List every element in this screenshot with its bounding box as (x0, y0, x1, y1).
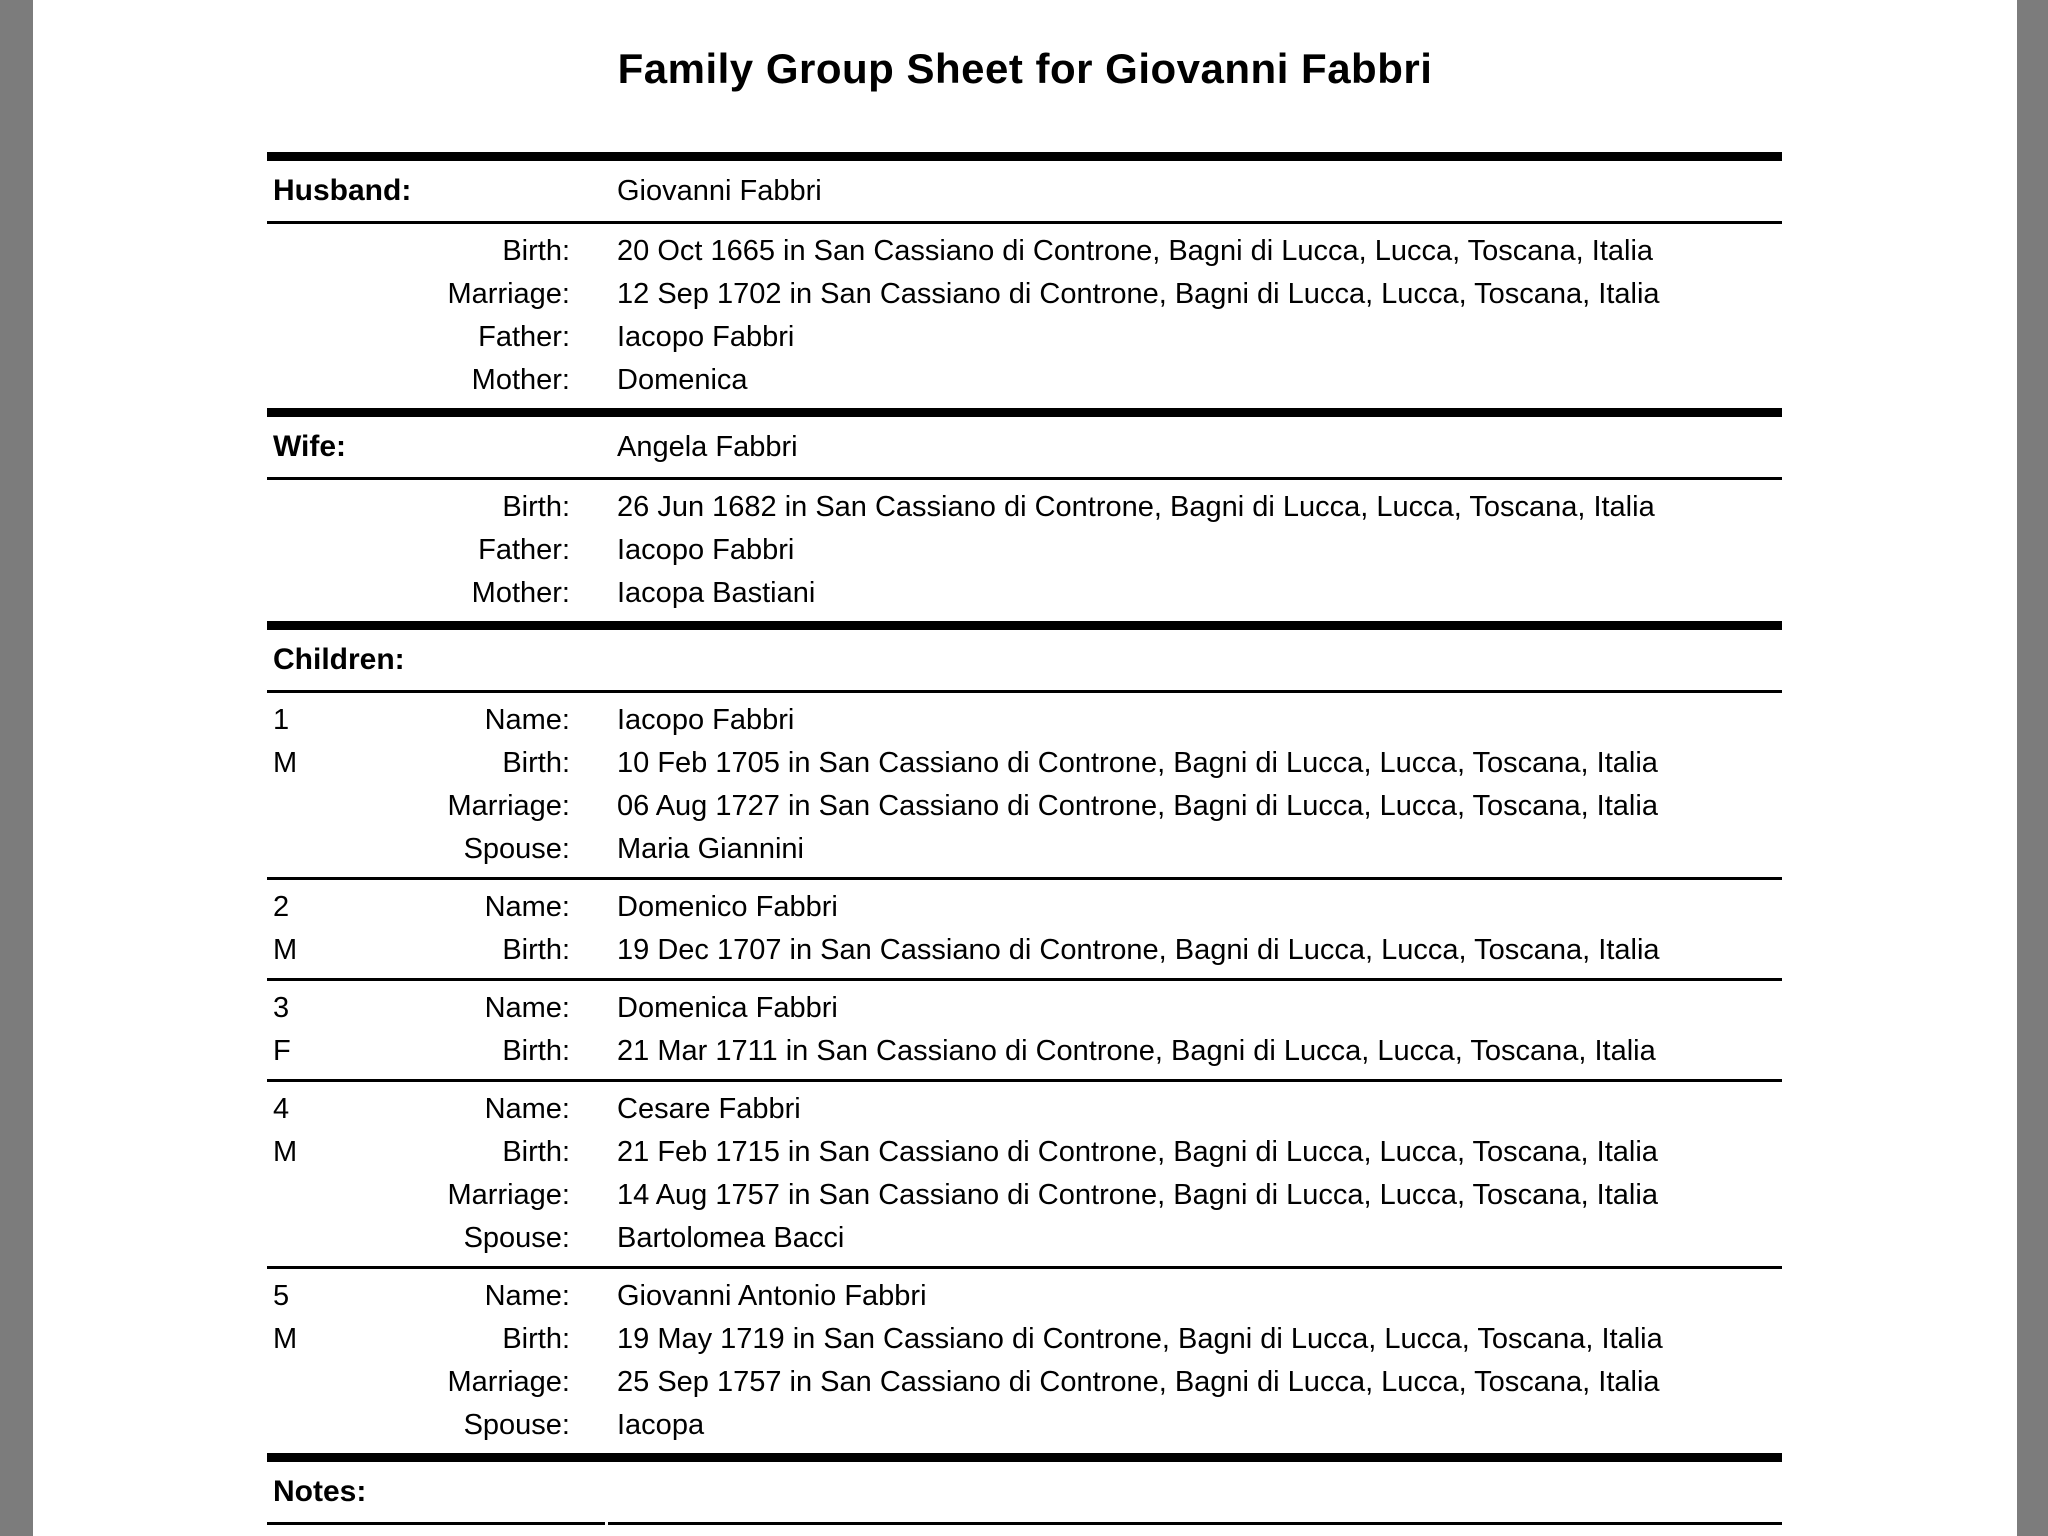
wife-section-label: Wife: (273, 430, 347, 463)
field-label: Marriage: (447, 790, 570, 822)
field-value: 19 May 1719 in San Cassiano di Controne, Bagni di Lucca, Lucca, Toscana, Italia (617, 1323, 1663, 1355)
wife-birth-row (267, 486, 1782, 529)
field-value: Iacopo Fabbri (617, 534, 795, 566)
child-number-column (273, 1088, 297, 1174)
child-number: 5 (273, 1280, 290, 1312)
field-label: Birth: (502, 235, 570, 267)
field-value: Iacopa (617, 1409, 705, 1441)
field-label: Father: (478, 534, 570, 566)
field-value: 25 Sep 1757 in San Cassiano di Controne, Bagni di Lucca, Lucca, Toscana, Italia (617, 1366, 1660, 1398)
wife-father-row (267, 529, 1782, 572)
child-spouse-row (267, 1404, 1782, 1447)
child-sex: M (273, 1136, 298, 1168)
child-entry-3 (267, 981, 1782, 1079)
field-label: Father: (478, 321, 570, 353)
field-label: Marriage: (447, 1366, 570, 1398)
child-number-column (273, 987, 291, 1073)
husband-father-row (267, 316, 1782, 359)
field-value: Iacopo Fabbri (617, 704, 795, 736)
child-name-row (267, 1275, 1782, 1318)
field-label: Mother: (471, 364, 570, 396)
field-value: 10 Feb 1705 in San Cassiano di Controne, Bagni di Lucca, Lucca, Toscana, Italia (617, 747, 1658, 779)
divider-segment (608, 1522, 1782, 1525)
wife-mother-row (267, 572, 1782, 615)
field-label: Marriage: (447, 1179, 570, 1211)
field-value: Domenica (617, 364, 748, 396)
field-label: Birth: (502, 934, 570, 966)
field-value: Bartolomea Bacci (617, 1222, 845, 1254)
child-birth-row (267, 1318, 1782, 1361)
child-number: 2 (273, 891, 290, 923)
child-sex: M (273, 1323, 298, 1355)
husband-name: Giovanni Fabbri (617, 175, 822, 207)
field-value: 26 Jun 1682 in San Cassiano di Controne, Bagni di Lucca, Lucca, Toscana, Italia (617, 491, 1655, 523)
wife-details (267, 480, 1782, 621)
husband-details (267, 224, 1782, 408)
field-label: Birth: (502, 1323, 570, 1355)
page-title: Family Group Sheet for Giovanni Fabbri (617, 45, 1433, 92)
husband-section-label: Husband: (273, 174, 412, 207)
child-number-column (273, 886, 297, 972)
field-value: 21 Feb 1715 in San Cassiano di Controne, Bagni di Lucca, Lucca, Toscana, Italia (617, 1136, 1658, 1168)
field-value: 20 Oct 1665 in San Cassiano di Controne, Bagni di Lucca, Lucca, Toscana, Italia (617, 235, 1654, 267)
section-divider (267, 408, 1782, 417)
field-label: Spouse: (463, 1409, 570, 1441)
field-value: 06 Aug 1727 in San Cassiano di Controne, Bagni di Lucca, Lucca, Toscana, Italia (617, 790, 1658, 822)
child-entry-5 (267, 1269, 1782, 1453)
section-divider (267, 152, 1782, 161)
field-label: Name: (484, 992, 570, 1024)
field-value: Domenico Fabbri (617, 891, 838, 923)
children-section-label: Children: (273, 643, 405, 676)
child-marriage-row (267, 785, 1782, 828)
section-divider (267, 1453, 1782, 1462)
divider-segment (267, 1522, 605, 1525)
field-label: Name: (484, 704, 570, 736)
child-birth-row (267, 1030, 1782, 1073)
field-value: Giovanni Antonio Fabbri (617, 1280, 927, 1312)
wife-header-row (267, 417, 1782, 477)
child-marriage-row (267, 1361, 1782, 1404)
wife-name: Angela Fabbri (617, 431, 798, 463)
child-number-column (273, 699, 297, 785)
field-value: 21 Mar 1711 in San Cassiano di Controne, Bagni di Lucca, Lucca, Toscana, Italia (617, 1035, 1656, 1067)
field-value: 14 Aug 1757 in San Cassiano di Controne, Bagni di Lucca, Lucca, Toscana, Italia (617, 1179, 1658, 1211)
child-spouse-row (267, 1217, 1782, 1260)
field-label: Birth: (502, 1136, 570, 1168)
child-spouse-row (267, 828, 1782, 871)
child-name-row (267, 699, 1782, 742)
child-number: 1 (273, 704, 290, 736)
field-value: Iacopo Fabbri (617, 321, 795, 353)
child-number: 3 (273, 992, 290, 1024)
child-name-row (267, 987, 1782, 1030)
field-value: Iacopa Bastiani (617, 577, 816, 609)
field-label: Birth: (502, 747, 570, 779)
family-group-sheet (267, 152, 1782, 1525)
husband-birth-row (267, 230, 1782, 273)
child-marriage-row (267, 1174, 1782, 1217)
field-value: Maria Giannini (617, 833, 804, 865)
field-value: 12 Sep 1702 in San Cassiano di Controne, Bagni di Lucca, Lucca, Toscana, Italia (617, 278, 1660, 310)
field-label: Name: (484, 1093, 570, 1125)
child-name-row (267, 886, 1782, 929)
field-label: Spouse: (463, 833, 570, 865)
child-sex: F (273, 1035, 291, 1067)
husband-marriage-row (267, 273, 1782, 316)
row-divider (267, 1522, 1782, 1525)
notes-section-label: Notes: (273, 1475, 367, 1508)
child-entry-2 (267, 880, 1782, 978)
child-birth-row (267, 1131, 1782, 1174)
husband-mother-row (267, 359, 1782, 402)
child-number: 4 (273, 1093, 290, 1125)
section-divider (267, 621, 1782, 630)
child-sex: M (273, 934, 298, 966)
child-birth-row (267, 929, 1782, 972)
husband-header-row (267, 161, 1782, 221)
document-page (33, 0, 2017, 1536)
field-value: Domenica Fabbri (617, 992, 838, 1024)
child-number-column (273, 1275, 297, 1361)
field-label: Spouse: (463, 1222, 570, 1254)
child-entry-4 (267, 1082, 1782, 1266)
field-value: 19 Dec 1707 in San Cassiano di Controne, Bagni di Lucca, Lucca, Toscana, Italia (617, 934, 1660, 966)
field-label: Name: (484, 1280, 570, 1312)
field-value: Cesare Fabbri (617, 1093, 801, 1125)
child-entry-1 (267, 693, 1782, 877)
field-label: Name: (484, 891, 570, 923)
child-name-row (267, 1088, 1782, 1131)
child-birth-row (267, 742, 1782, 785)
notes-header-row (267, 1462, 1782, 1522)
field-label: Marriage: (447, 278, 570, 310)
field-label: Birth: (502, 1035, 570, 1067)
child-sex: M (273, 747, 298, 779)
children-header-row (267, 630, 1782, 690)
field-label: Mother: (471, 577, 570, 609)
field-label: Birth: (502, 491, 570, 523)
